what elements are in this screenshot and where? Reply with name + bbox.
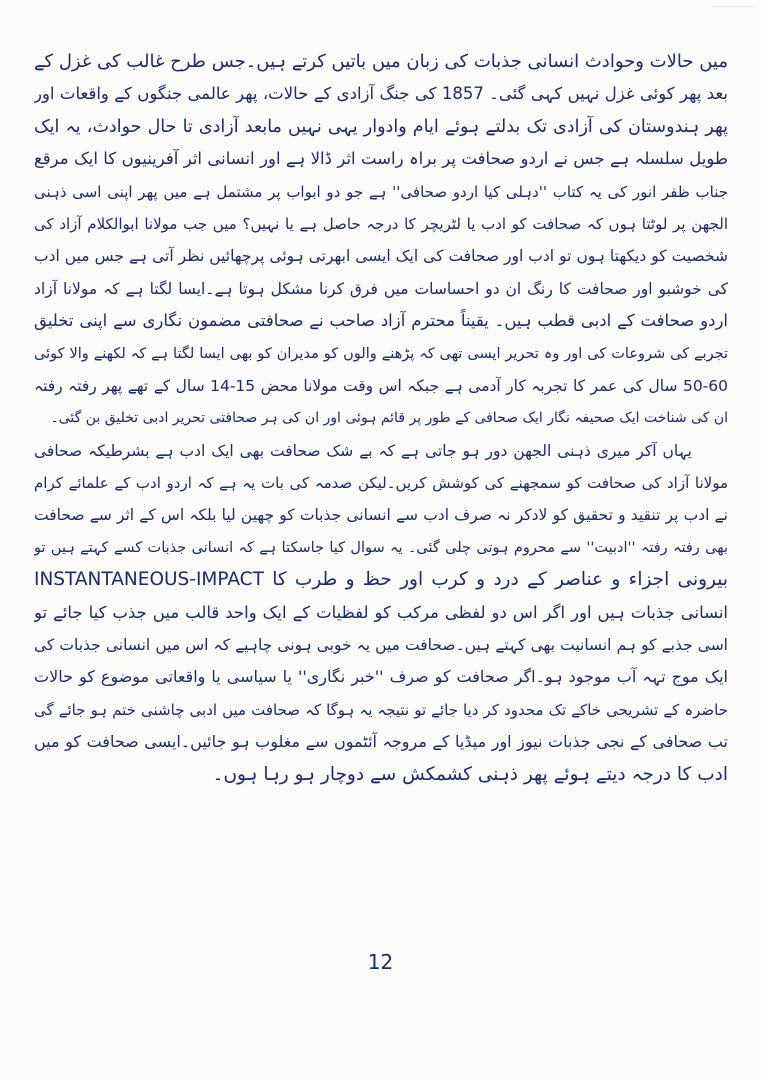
text-line: شخصیت کو دیکھتا ہوں تو ادب اور صحافت کی ایک ایسی ابھرتی ہوئی پرچھائیں نظر آتی ہے جس میں ادب xyxy=(34,247,728,266)
text-line: ادب کا درجہ دیتے ہوئے پھر ذہنی کشمکش سے دوچار ہو رہا ہوں۔ xyxy=(212,763,728,785)
scan-edge-mark xyxy=(713,6,753,11)
text-line: ایک موج تہہ آب موجود ہو۔اگر صحافت کو صرف ''خبر نگاری'' یا سیاسی یا واقعاتی موضوع کو حالات xyxy=(34,667,728,687)
text-line: اسی جذبے کو ہم انسانیت بھی کہتے ہیں۔صحافت میں یہ خوبی ہونی چاہیے کہ اس میں انسانی جذبات کی xyxy=(34,636,728,655)
text-line: حاضرہ کے تشریحی خاکے تک محدود کر دیا جائے تو نتیجہ یہ ہوگا کہ صحافت میں ادبی چاشنی ختم ہو جائے گی xyxy=(34,700,728,719)
text-line: تب صحافی کے نجی جذبات نیوز اور میڈیا کے مروجہ آئٹموں سے مغلوب ہو جائیں۔ایسی صحافت کو میں xyxy=(34,732,728,752)
text-line: میں حالات وحوادث انسانی جذبات کی زبان میں باتیں کرتے ہیں۔جس طرح غالب کی غزل کے xyxy=(34,51,728,72)
text-line: طویل سلسلہ ہے جس نے اردو صحافت پر براہ راست اثر ڈالا ہے اور انسانی اثر آفرینیوں کا ایک مرقع xyxy=(34,149,728,169)
text-line: جناب ظفر انور کی یہ کتاب ''دہلی کیا اردو صحافی'' ہے جو دو ابواب پر مشتمل ہے میں پھر اپنی اسی ذہنی xyxy=(34,182,728,201)
text-line: تجربے کی شروعات کی اور وہ تحریر ایسی تھی کہ پڑھنے والوں کو مدیران کو بھی ایسا لگتا ہے کہ لکھنے والا کوئی xyxy=(34,345,728,362)
body-text xyxy=(34,46,728,791)
page-number: 12 xyxy=(367,950,394,974)
text-line: 50-60 سال کی عمر کا تجربہ کار آدمی ہے جبکہ اس وقت مولانا محض 15-14 سال کے تھے پھر رفتہ رفتہ xyxy=(34,376,728,395)
text-line: بیرونی اجزاء و عناصر کے درد و کرب اور حظ و طرب کا INSTANTANEOUS-IMPACT xyxy=(34,569,728,591)
text-line: بھی رفتہ رفتہ ''ادبیت'' سے محروم ہوتی چلی گئی۔ یہ سوال کیا جاسکتا ہے کہ انسانی جذبات کسے کہتے ہیں تو xyxy=(34,539,728,556)
text-line: بعد پھر کوئی غزل نہیں کہی گئی۔ 1857 کی جنگ آزادی کے حالات، پھر عالمی جنگوں کے واقعات اور xyxy=(34,84,728,104)
text-line: الجھن پر لوٹتا ہوں کہ صحافت کو ادب یا لٹریچر کا درجہ حاصل ہے یا نہیں؟ میں جب مولانا ابوالکلام آزاد کی xyxy=(34,214,728,233)
text-line: ان کی شناخت ایک صحیفہ نگار ایک صحافی کے طور پر قائم ہوئی اور ان کی ہر صحافتی تحریر ادبی تخلیق بن گئی۔ xyxy=(50,410,728,427)
text-line: مولانا آزاد کی صحافت کو سمجھنے کی کوشش کریں۔لیکن صدمہ کی بات یہ ہے کہ اردو ادب کے علمائے کرام xyxy=(34,474,728,493)
text-line: کی خوشبو اور صحافت کا رنگ ان دو احساسات میں فرق کرنا مشکل ہوتا ہے۔ایسا لگتا ہے کہ مولانا آزاد xyxy=(34,279,728,298)
text-line: پھر ہندوستان کی آزادی تک بدلتے ہوئے ایام وادوار یہی نہیں مابعد آزادی تا حال حوادث، یہ ایک xyxy=(34,116,728,137)
text-line: یہاں آکر میری ذہنی الجھن دور ہو جاتی ہے کہ بے شک صحافت بھی ایک ادب ہے بشرطیکہ صحافی xyxy=(34,441,692,460)
text-line: اردو صحافت کے ادبی قطب ہیں۔ یقیناً محترم آزاد صاحب نے صحافتی مضمون نگاری سے اپنی تخلیق xyxy=(34,311,728,331)
text-line: انسانی جذبات ہیں اور اگر اس دو لفظی مرکب کو لفظیات کے ایک واحد قالب میں جذب کیا جائے تو xyxy=(34,602,728,622)
text-line: نے ادب پر تنقید و تحقیق کو لادکر نہ صرف ادب سے انسانی جذبات کو چھین لیا بلکہ اس کے اثر سے صحافت xyxy=(34,506,728,525)
